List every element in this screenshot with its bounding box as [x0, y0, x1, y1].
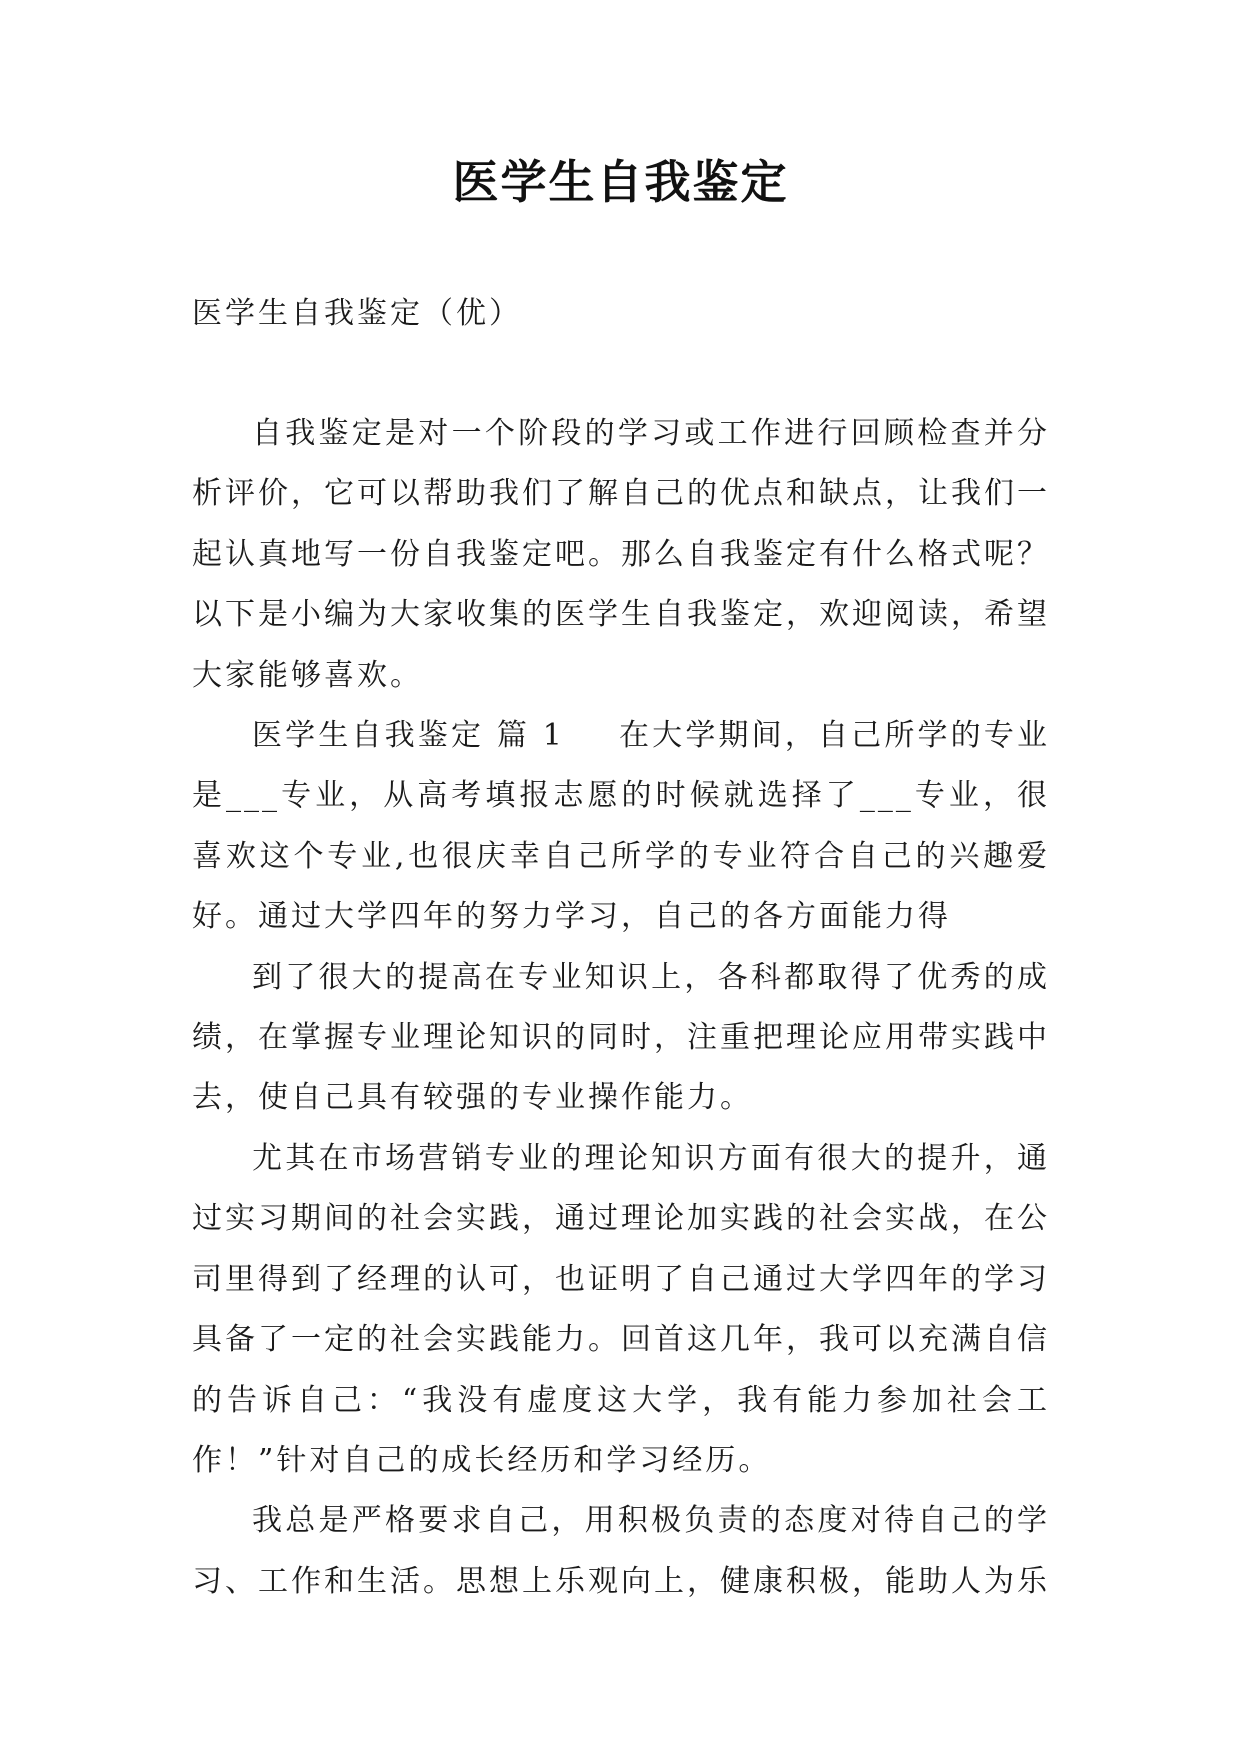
intro-paragraph: 自我鉴定是对一个阶段的学习或工作进行回顾检查并分析评价，它可以帮助我们了解自己的优点和缺点，让我们一起认真地写一份自我鉴定吧。那么自我鉴定有什么格式呢？以下是小编为大家收集的医学生自我鉴定，欢迎阅读，希望大家能够喜欢。: [192, 416, 1050, 693]
page-title: 医学生自我鉴定: [452, 155, 789, 209]
section-1-text: 在大学期间，自己所学的专业是___专业，从高考填报志愿的时候就选择了___专业，很喜欢这个专业,也很庆幸自己所学的专业符合自己的兴趣爱好。通过大学四年的努力学习，自己的各方面能力得: [192, 718, 1050, 935]
body-paragraph: 到了很大的提高在专业知识上，各科都取得了优秀的成绩，在掌握专业理论知识的同时，注重把理论应用带实践中去，使自己具有较强的专业操作能力。: [192, 959, 1050, 1116]
body-paragraph: 我总是严格要求自己，用积极负责的态度对待自己的学习、工作和生活。思想上乐观向上，健康积极，能助人为乐: [192, 1503, 1050, 1599]
document-subtitle: 医学生自我鉴定（优）: [192, 296, 522, 331]
section-label: 医学生自我鉴定 篇 1: [252, 718, 565, 754]
document-body: [192, 404, 1050, 1612]
section-1-paragraph: [192, 706, 1050, 948]
body-paragraph: 尤其在市场营销专业的理论知识方面有很大的提升，通过实习期间的社会实践，通过理论加实践的社会实战，在公司里得到了经理的认可，也证明了自己通过大学四年的学习具备了一定的社会实践能力。回首这几年，我可以充满自信的告诉自己：“我没有虚度这大学，我有能力参加社会工作！”针对自己的成长经历和学习经历。: [192, 1140, 1050, 1478]
